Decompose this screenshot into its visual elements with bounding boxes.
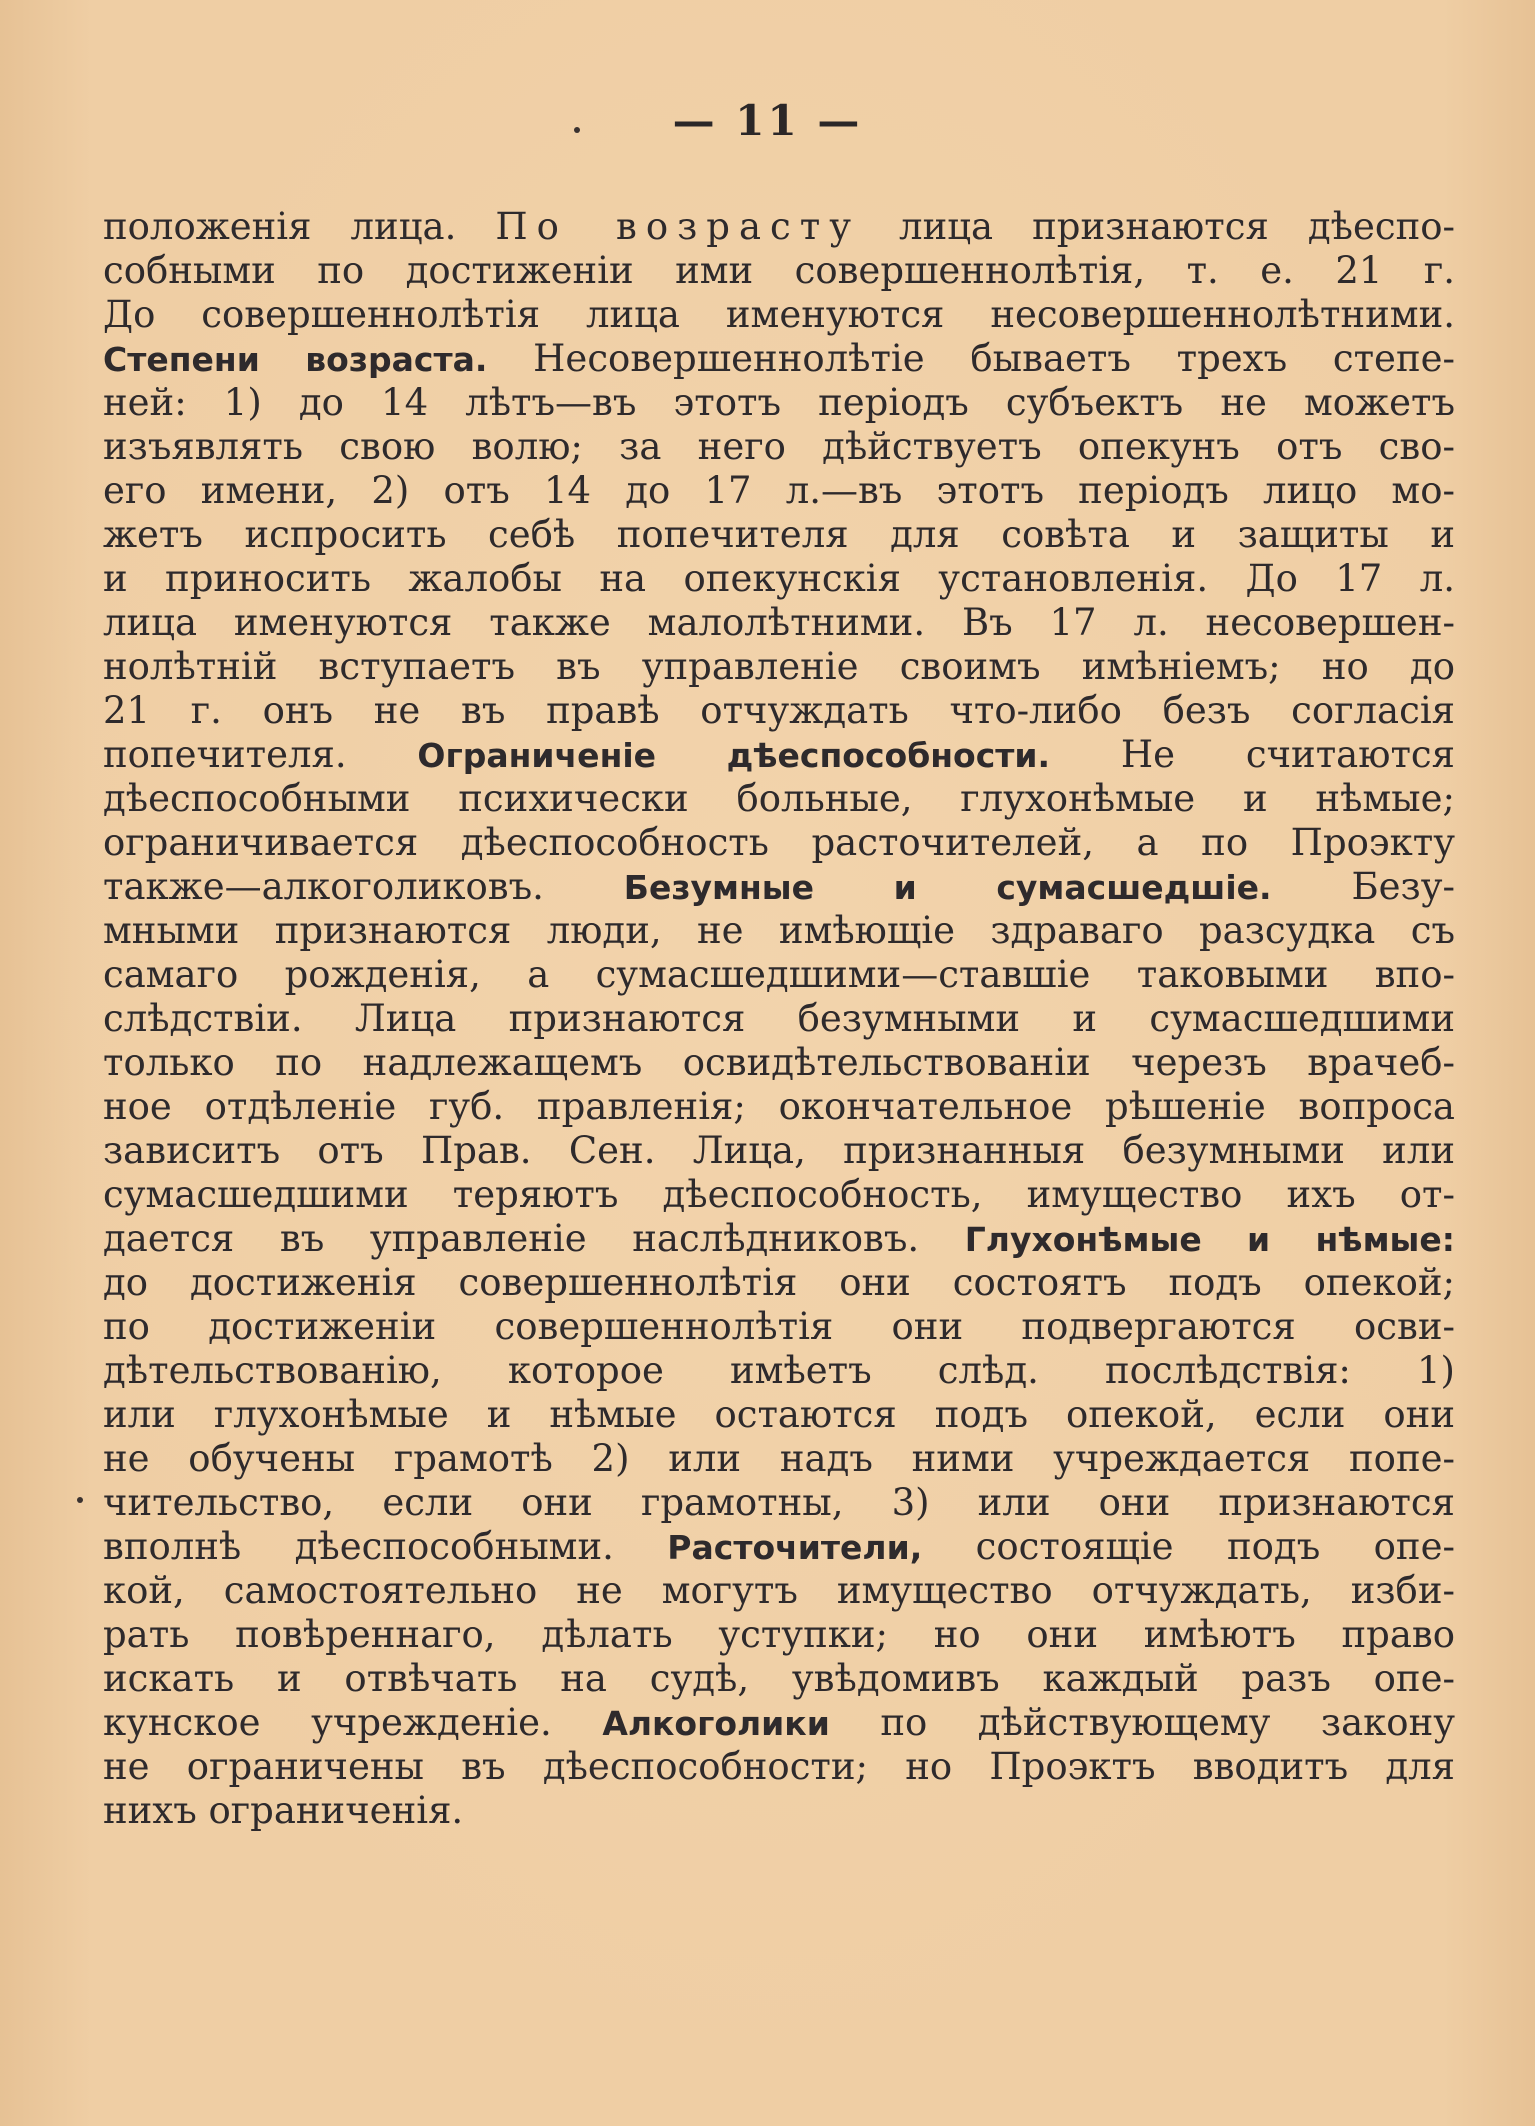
page-number: — 11 — bbox=[672, 96, 863, 145]
text-run: изъявлять свою волю; за него дѣйствуетъ опекунъ отъ сво- bbox=[103, 425, 1455, 468]
text-run: нихъ ограниченія. bbox=[103, 1789, 464, 1832]
bold-heading-run: Алкоголики bbox=[602, 1704, 830, 1743]
text-line bbox=[103, 1349, 1455, 1393]
text-run: ограничивается дѣеспособность расточителей, а по Проэкту bbox=[103, 821, 1455, 864]
text-line bbox=[103, 645, 1455, 689]
text-line bbox=[103, 1217, 1455, 1261]
text-line bbox=[103, 1173, 1455, 1217]
text-run: 21 г. онъ не въ правѣ отчуждать что-либо безъ согласія bbox=[103, 689, 1455, 732]
text-run: ней: 1) до 14 лѣтъ—въ этотъ періодъ субъектъ не можетъ bbox=[103, 381, 1455, 424]
text-line bbox=[103, 601, 1455, 645]
text-run: самаго рожденія, а сумасшедшими—ставшіе таковыми впо- bbox=[103, 953, 1455, 996]
text-run: положенія лица. bbox=[103, 205, 496, 248]
text-line bbox=[103, 777, 1455, 821]
page-body-text bbox=[103, 205, 1455, 1833]
spaced-emphasis-run: По возрасту bbox=[495, 205, 860, 248]
text-line bbox=[103, 337, 1455, 381]
text-line bbox=[103, 1657, 1455, 1701]
text-run: дается въ управленіе наслѣдниковъ. bbox=[103, 1217, 965, 1260]
text-line bbox=[103, 1085, 1455, 1129]
text-line bbox=[103, 1745, 1455, 1789]
text-line bbox=[103, 425, 1455, 469]
text-line bbox=[103, 1437, 1455, 1481]
text-line bbox=[103, 1305, 1455, 1349]
text-run: слѣдствіи. Лица признаются безумными и сумасшедшими bbox=[103, 997, 1455, 1040]
text-run: рать повѣреннаго, дѣлать уступки; но они имѣютъ право bbox=[103, 1613, 1455, 1656]
text-line bbox=[103, 733, 1455, 777]
text-line bbox=[103, 821, 1455, 865]
text-run: попечителя. bbox=[103, 733, 418, 776]
text-run: жетъ испросить себѣ попечителя для совѣта и защиты и bbox=[103, 513, 1455, 556]
text-run: или глухонѣмые и нѣмые остаются подъ опекой, если они bbox=[103, 1393, 1455, 1436]
text-run: и приносить жалобы на опекунскія установленія. До 17 л. bbox=[103, 557, 1455, 600]
text-line bbox=[103, 953, 1455, 997]
ink-speck bbox=[77, 1497, 83, 1503]
text-run: нолѣтній вступаетъ въ управленіе своимъ имѣніемъ; но до bbox=[103, 645, 1455, 688]
text-line bbox=[103, 381, 1455, 425]
text-line bbox=[103, 865, 1455, 909]
text-run: Несовершеннолѣтіе бываетъ трехъ степе- bbox=[487, 337, 1455, 380]
text-line bbox=[103, 513, 1455, 557]
text-run: кой, самостоятельно не могутъ имущество отчуждать, изби- bbox=[103, 1569, 1455, 1612]
ink-speck bbox=[574, 127, 580, 133]
text-line bbox=[103, 909, 1455, 953]
bold-heading-run: Глухонѣмые и нѣмые: bbox=[964, 1220, 1455, 1259]
text-run: дѣтельствованію, которое имѣетъ слѣд. послѣдствія: 1) bbox=[103, 1349, 1455, 1392]
text-line bbox=[103, 997, 1455, 1041]
text-run: только по надлежащемъ освидѣтельствованіи черезъ врачеб- bbox=[103, 1041, 1455, 1084]
text-line bbox=[103, 293, 1455, 337]
text-run: также—алкоголиковъ. bbox=[103, 865, 624, 908]
text-run: Не считаются bbox=[1050, 733, 1455, 776]
text-line bbox=[103, 689, 1455, 733]
text-run: искать и отвѣчать на судѣ, увѣдомивъ каждый разъ опе- bbox=[103, 1657, 1455, 1700]
text-run: его имени, 2) отъ 14 до 17 л.—въ этотъ періодъ лицо мо- bbox=[103, 469, 1455, 512]
text-run: зависитъ отъ Прав. Сен. Лица, признанныя безумными или bbox=[103, 1129, 1455, 1172]
text-run: ное отдѣленіе губ. правленія; окончательное рѣшеніе вопроса bbox=[103, 1085, 1455, 1128]
text-run: до достиженія совершеннолѣтія они состоятъ подъ опекой; bbox=[103, 1261, 1455, 1304]
text-run: лица признаются дѣеспо- bbox=[860, 205, 1455, 248]
text-run: по дѣйствующему закону bbox=[829, 1701, 1455, 1744]
text-line bbox=[103, 205, 1455, 249]
text-line bbox=[103, 1129, 1455, 1173]
text-line bbox=[103, 469, 1455, 513]
text-line bbox=[103, 1701, 1455, 1745]
text-line bbox=[103, 1393, 1455, 1437]
text-line bbox=[103, 557, 1455, 601]
text-run: не обучены грамотѣ 2) или надъ ними учреждается попе- bbox=[103, 1437, 1455, 1480]
bold-heading-run: Ограниченіе дѣеспособности. bbox=[417, 736, 1051, 775]
text-run: вполнѣ дѣеспособными. bbox=[103, 1525, 668, 1568]
text-run: кунское учрежденіе. bbox=[103, 1701, 603, 1744]
text-run: состоящіе подъ опе- bbox=[922, 1525, 1455, 1568]
text-run: лица именуются также малолѣтними. Въ 17 л. несовершен- bbox=[103, 601, 1455, 644]
text-run: сумасшедшими теряютъ дѣеспособность, имущество ихъ от- bbox=[103, 1173, 1455, 1216]
text-run: чительство, если они грамотны, 3) или они признаются bbox=[103, 1481, 1455, 1524]
text-line bbox=[103, 1569, 1455, 1613]
text-run: До совершеннолѣтія лица именуются несовершеннолѣтними. bbox=[103, 293, 1455, 336]
text-line bbox=[103, 249, 1455, 293]
text-run: не ограничены въ дѣеспособности; но Проэктъ вводитъ для bbox=[103, 1745, 1455, 1788]
text-run: Безу- bbox=[1271, 865, 1455, 908]
text-line bbox=[103, 1261, 1455, 1305]
text-run: дѣеспособными психически больные, глухонѣмые и нѣмые; bbox=[103, 777, 1455, 820]
bold-heading-run: Безумные и сумасшедшіе. bbox=[623, 868, 1272, 907]
text-line bbox=[103, 1789, 1455, 1833]
text-line bbox=[103, 1481, 1455, 1525]
text-run: мными признаются люди, не имѣющіе здраваго разсудка съ bbox=[103, 909, 1455, 952]
text-line bbox=[103, 1613, 1455, 1657]
text-run: по достиженіи совершеннолѣтія они подвергаются осви- bbox=[103, 1305, 1455, 1348]
text-line bbox=[103, 1041, 1455, 1085]
bold-heading-run: Степени возраста. bbox=[103, 340, 488, 379]
text-run: собными по достиженіи ими совершеннолѣтія, т. е. 21 г. bbox=[103, 249, 1455, 292]
bold-heading-run: Расточители, bbox=[667, 1528, 923, 1567]
text-line bbox=[103, 1525, 1455, 1569]
